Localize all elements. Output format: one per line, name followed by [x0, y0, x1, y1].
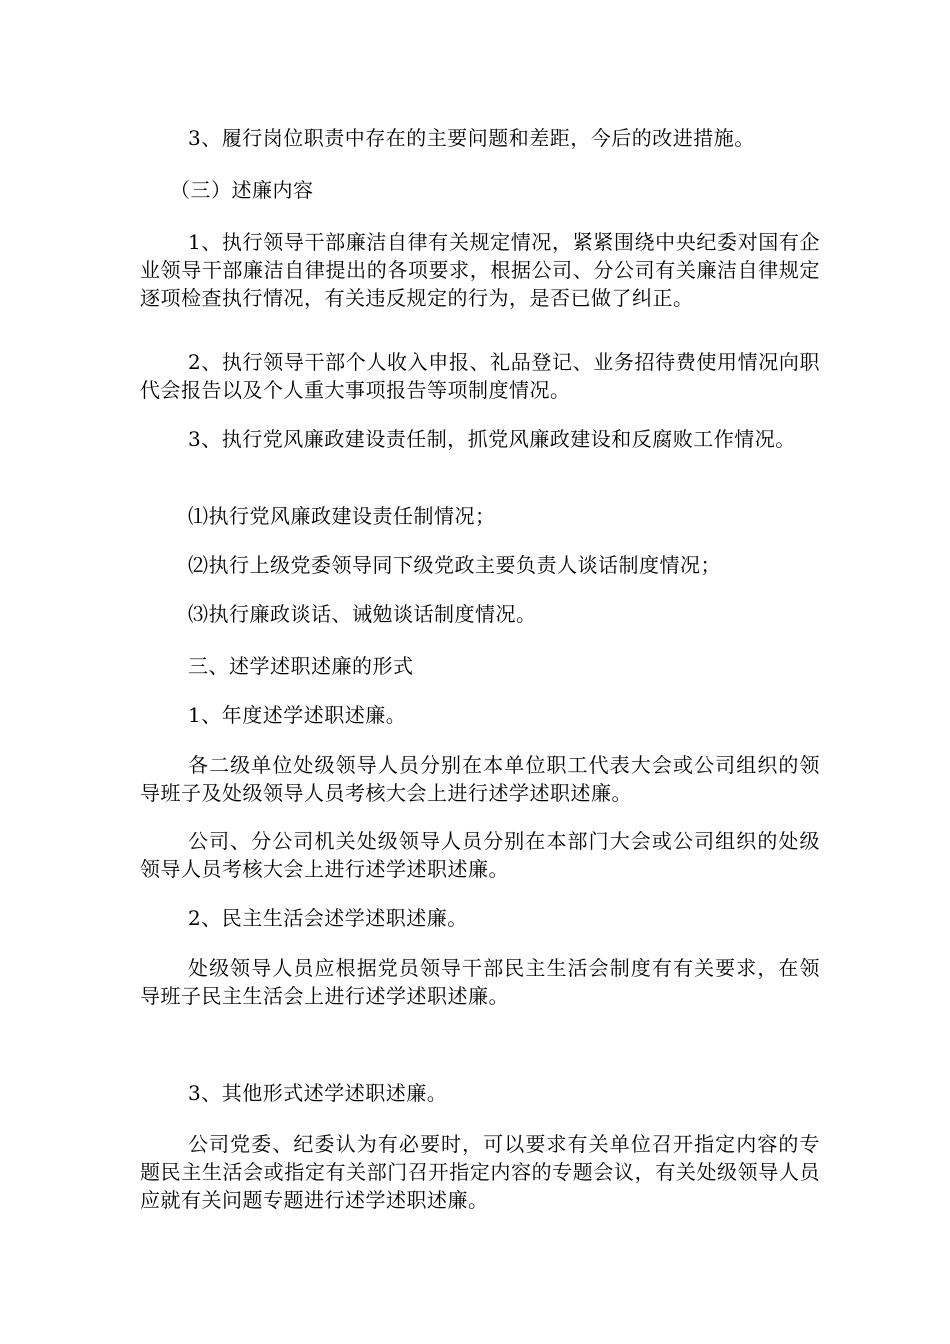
list-item-conversation-system: ⑵执行上级党委领导同下级党政主要负责人谈话制度情况； [188, 553, 721, 577]
paragraph-secondary-units: 各二级单位处级领导人员分别在本单位职工代表大会或公司组织的领导班子及处级领导人员考核大会上进行述学述职述廉。 [140, 753, 820, 805]
paragraph-income-declaration: 2、执行领导干部个人收入申报、礼品登记、业务招待费使用情况向职代会报告以及个人重大事项报告等项制度情况。 [140, 350, 820, 402]
paragraph-other-forms: 3、其他形式述学述职述廉。 [188, 1081, 448, 1105]
paragraph-improvement-measures: 3、履行岗位职责中存在的主要问题和差距，今后的改进措施。 [188, 126, 755, 150]
section-heading-forms: 三、述学述职述廉的形式 [188, 654, 414, 678]
paragraph-special-meetings: 公司党委、纪委认为有必要时，可以要求有关单位召开指定内容的专题民主生活会或指定有关部门召开指定内容的专题会议，有关处级领导人员应就有关问题专题进行述学述职述廉。 [140, 1132, 820, 1212]
paragraph-self-discipline-rules: 1、执行领导干部廉洁自律有关规定情况，紧紧围绕中央纪委对国有企业领导干部廉洁自律提出的各项要求，根据公司、分公司有关廉洁自律规定逐项检查执行情况，有关违反规定的行为，是否已做了纠正。 [140, 230, 820, 310]
paragraph-responsibility-system: 3、执行党风廉政建设责任制，抓党风廉政建设和反腐败工作情况。 [188, 427, 796, 451]
list-item-integrity-talks: ⑶执行廉政谈话、诫勉谈话制度情况。 [188, 602, 537, 626]
paragraph-company-departments: 公司、分公司机关处级领导人员分别在本部门大会或公司组织的处级领导人员考核大会上进行述学述职述廉。 [140, 829, 820, 881]
paragraph-democratic-life-requirements: 处级领导人员应根据党员领导干部民主生活会制度有有关要求，在领导班子民主生活会上进行述学述职述廉。 [140, 956, 820, 1008]
section-heading-integrity-content: （三）述廉内容 [170, 178, 314, 202]
paragraph-annual-report: 1、年度述学述职述廉。 [188, 703, 407, 727]
paragraph-democratic-life-meeting: 2、民主生活会述学述职述廉。 [188, 906, 468, 930]
list-item-responsibility-system: ⑴执行党风廉政建设责任制情况； [188, 504, 496, 528]
